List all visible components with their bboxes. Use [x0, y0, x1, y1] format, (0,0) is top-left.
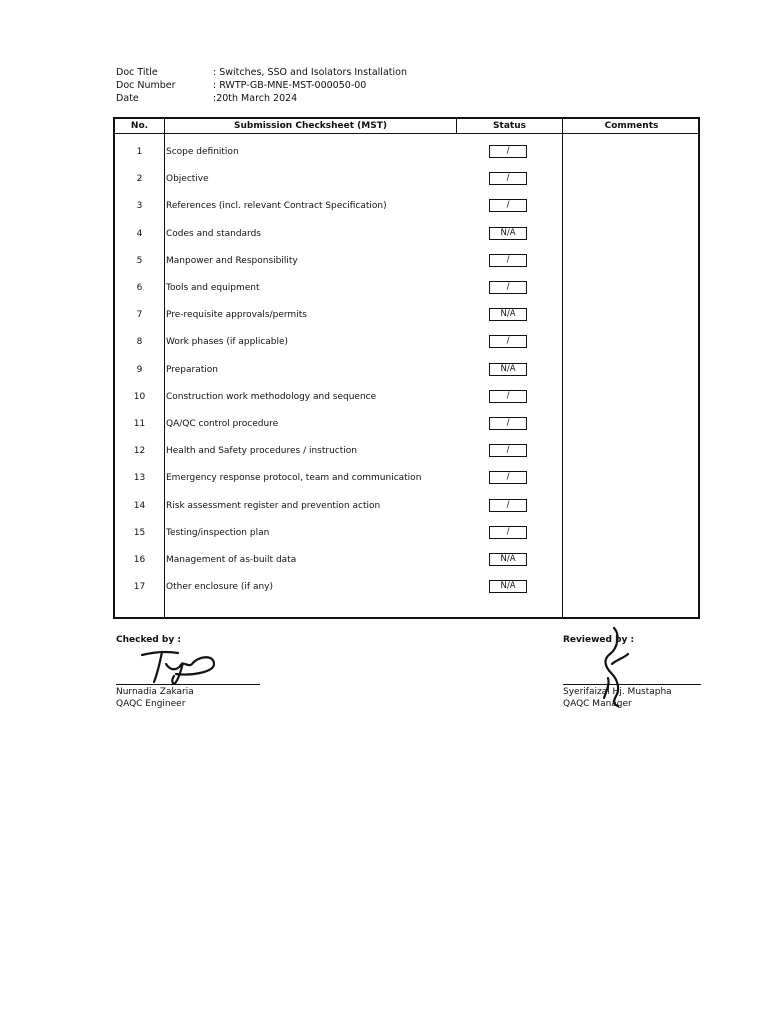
checked-by-details [116, 686, 194, 710]
row-number: 10 [133, 391, 146, 402]
status-box: / [489, 199, 527, 212]
checked-by-text: Checked by : [116, 635, 181, 645]
row-number: 9 [136, 364, 143, 375]
row-item-label: Other enclosure (if any) [166, 582, 274, 593]
row-item-label: Construction work methodology and sequence [166, 391, 377, 402]
row-number: 6 [136, 283, 143, 293]
doc-title-label: Doc Title [116, 67, 158, 78]
table-row [115, 468, 698, 488]
column-divider [456, 119, 457, 133]
header-comments: Comments [604, 121, 659, 131]
row-item-label: Management of as-built data [166, 555, 297, 565]
table-row [115, 278, 698, 298]
row-number: 14 [133, 500, 146, 511]
status-box: / [489, 281, 527, 294]
row-number: 3 [136, 201, 143, 212]
checksheet-table [113, 117, 700, 619]
row-item-label: Pre-requisite approvals/permits [166, 310, 307, 321]
row-number: 13 [133, 473, 146, 484]
signature-line-reviewed [563, 684, 701, 685]
row-item-label: Emergency response protocol, team and communication [166, 473, 422, 484]
doc-title-row [116, 66, 407, 79]
row-item-label: Scope definition [166, 147, 239, 157]
doc-number-row [116, 79, 407, 92]
status-box: / [489, 145, 527, 158]
table-row [115, 496, 698, 516]
table-row [115, 224, 698, 244]
row-number: 16 [133, 555, 146, 565]
doc-date-label: Date [116, 93, 139, 104]
table-row [115, 332, 698, 352]
doc-title-value: : Switches, SSO and Isolators Installation [213, 67, 407, 78]
doc-number-label: Doc Number [116, 80, 176, 91]
table-header [115, 119, 698, 134]
header-checksheet: Submission Checksheet (MST) [234, 121, 387, 131]
table-row [115, 441, 698, 461]
status-box: / [489, 471, 527, 484]
row-item-label: QA/QC control procedure [166, 419, 279, 429]
signature-checked [136, 646, 218, 688]
row-number: 5 [136, 255, 143, 266]
status-box: N/A [489, 363, 527, 376]
table-row [115, 387, 698, 407]
status-box: / [489, 254, 527, 267]
table-row [115, 251, 698, 271]
row-number: 7 [136, 310, 143, 321]
row-item-label: Objective [166, 174, 209, 185]
row-number: 11 [133, 419, 146, 429]
table-row [115, 169, 698, 189]
table-row [115, 523, 698, 543]
row-number: 12 [133, 446, 146, 457]
header-no: No. [130, 121, 149, 131]
status-box: N/A [489, 580, 527, 593]
row-item-label: Risk assessment register and prevention action [166, 500, 381, 511]
row-number: 2 [136, 174, 143, 185]
reviewed-by-role: QAQC Manager [563, 699, 632, 709]
table-row [115, 577, 698, 597]
reviewed-by-details [563, 686, 672, 710]
status-box: / [489, 417, 527, 430]
reviewed-by-name: Syerifaizal Hj. Mustapha [563, 687, 672, 697]
document-meta [116, 66, 407, 105]
header-status: Status [493, 121, 526, 131]
row-item-label: Testing/inspection plan [166, 527, 270, 538]
checked-by-label [116, 634, 181, 646]
status-box: / [489, 172, 527, 185]
row-number: 4 [136, 228, 143, 239]
status-box: / [489, 526, 527, 539]
doc-date-value: :20th March 2024 [213, 93, 298, 104]
row-number: 1 [136, 147, 143, 157]
status-box: / [489, 335, 527, 348]
doc-number-value: : RWTP-GB-MNE-MST-000050-00 [213, 80, 367, 91]
status-box: N/A [489, 553, 527, 566]
doc-date-row [116, 92, 407, 105]
status-box: N/A [489, 308, 527, 321]
checked-by-name: Nurnadia Zakaria [116, 687, 194, 697]
row-item-label: Tools and equipment [166, 283, 260, 293]
status-box: / [489, 499, 527, 512]
table-row [115, 142, 698, 162]
row-item-label: Codes and standards [166, 228, 261, 239]
row-item-label: Health and Safety procedures / instruction [166, 446, 357, 457]
table-row [115, 305, 698, 325]
row-item-label: Preparation [166, 364, 218, 375]
reviewed-by-text: Reviewed by : [563, 635, 635, 645]
checked-by-role: QAQC Engineer [116, 699, 186, 709]
signature-line-checked [116, 684, 260, 685]
status-box: N/A [489, 227, 527, 240]
table-row [115, 360, 698, 380]
row-item-label: Manpower and Responsibility [166, 255, 298, 266]
row-item-label: References (incl. relevant Contract Specification) [166, 201, 387, 212]
row-number: 15 [133, 527, 146, 538]
row-number: 17 [133, 582, 146, 593]
status-box: / [489, 444, 527, 457]
table-row [115, 414, 698, 434]
row-item-label: Work phases (if applicable) [166, 337, 289, 348]
table-row [115, 550, 698, 570]
row-number: 8 [136, 337, 143, 348]
status-box: / [489, 390, 527, 403]
table-row [115, 196, 698, 216]
